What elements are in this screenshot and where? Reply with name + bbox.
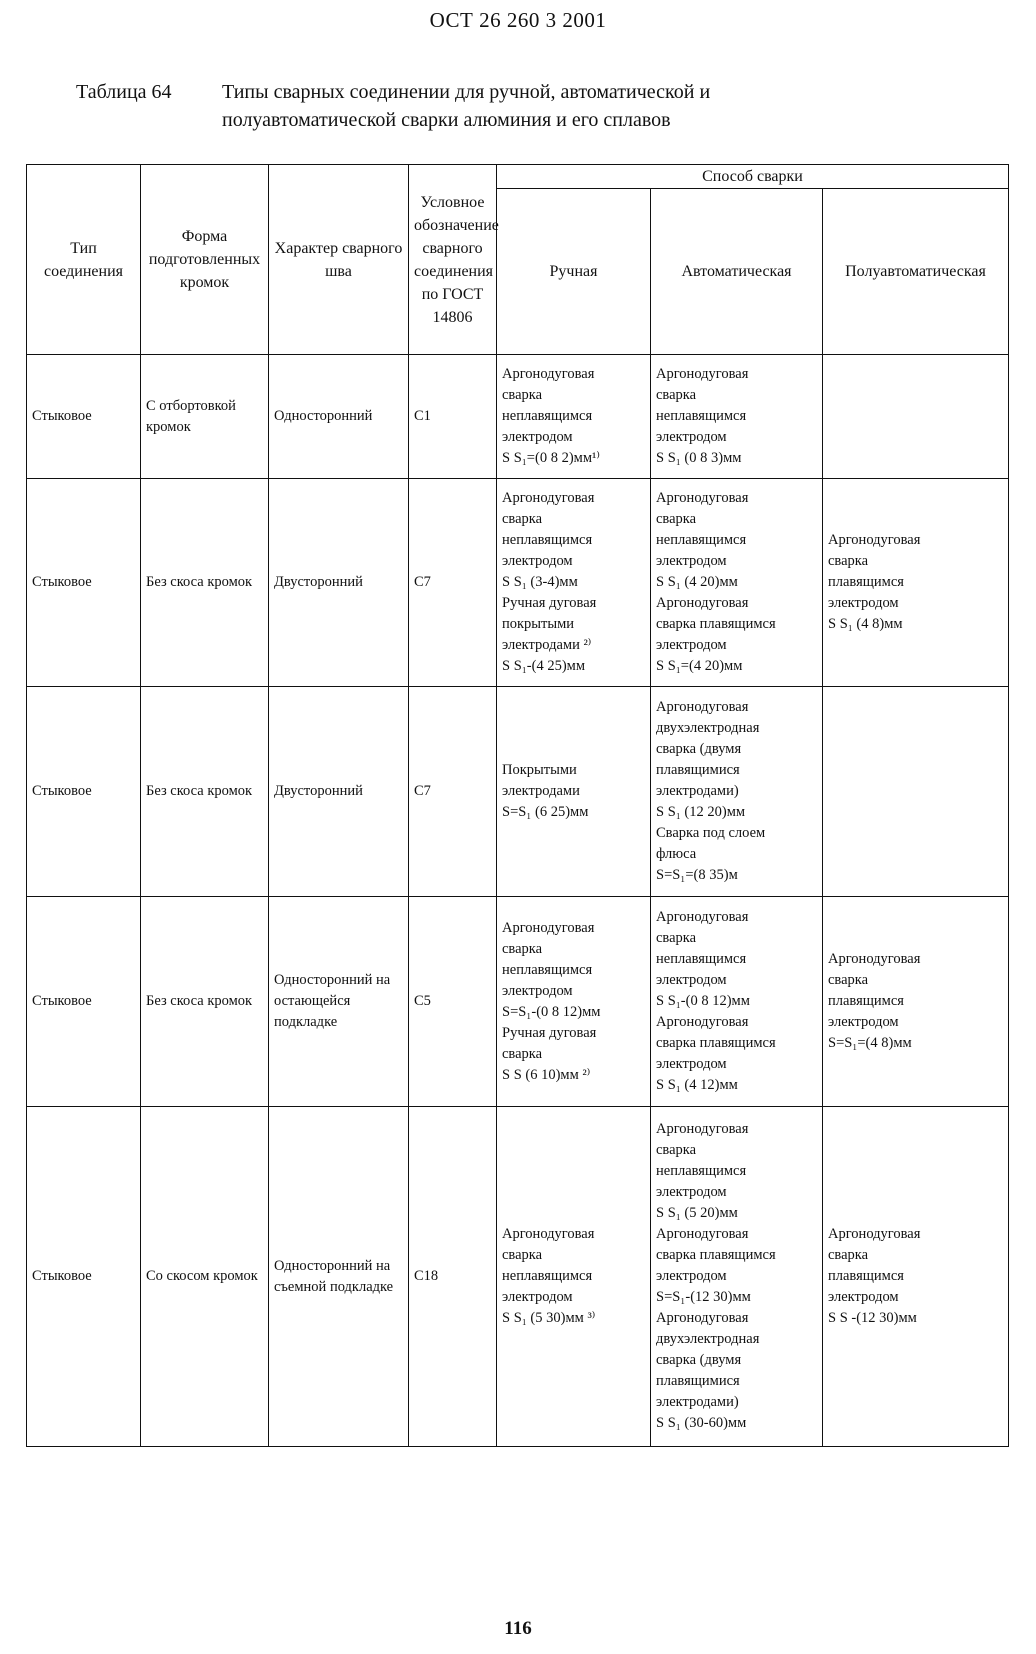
method-text-line: электродом [656, 972, 727, 988]
method-text-line: электродом [656, 1268, 727, 1284]
method-text-line: флюса [656, 846, 697, 862]
joint-type-cell: Стыковое [27, 687, 141, 897]
method-text-line: Аргонодуговая [656, 909, 749, 925]
table-row [27, 1107, 1009, 1447]
method-text-line: S S₁ (30-60)мм [656, 1415, 747, 1431]
method-text-line: электродами) [656, 1394, 739, 1410]
method-text-line: покрытыми [502, 616, 575, 632]
manual-method-cell [497, 1107, 651, 1447]
method-text-line: электродом [656, 553, 727, 569]
method-text-line: сварка плавящимся [656, 1035, 776, 1051]
method-text-line: сварка (двумя [656, 741, 742, 757]
method-text-line: Сварка под слоем [656, 825, 766, 841]
method-text-line: Покрытыми [502, 762, 577, 778]
seam-character-cell: Односторонний на съемной подкладке [269, 1107, 409, 1447]
method-text-line: Ручная дуговая [502, 595, 597, 611]
method-text-line: сварка [828, 1247, 869, 1263]
method-text-line: S S₁-(4 25)мм [502, 658, 586, 674]
method-text-line: сварка [502, 387, 543, 403]
header-edge-form: Форма подготовленных кромок [141, 165, 269, 355]
automatic-method-cell [651, 355, 823, 479]
method-text-line: Аргонодуговая [656, 699, 749, 715]
welding-joints-table [26, 164, 1009, 1447]
header-joint-type: Тип соединения [27, 165, 141, 355]
method-text-line: S S₁=(4 20)мм [656, 658, 743, 674]
method-text-line: Аргонодуговая [656, 1226, 749, 1242]
method-text-line: сварка [828, 972, 869, 988]
method-text-line: неплавящимся [656, 1163, 747, 1179]
method-text-line: неплавящимся [656, 532, 747, 548]
edge-form-cell: Без скоса кромок [141, 687, 269, 897]
method-text-line: сварка [502, 940, 543, 957]
joint-type-cell: Стыковое [27, 1107, 141, 1447]
method-text-line: S S₁ (0 8 3)мм [656, 450, 742, 466]
table-label: Таблица 64 [76, 81, 172, 103]
automatic-method-cell [651, 687, 823, 897]
method-text-line: сварка плавящимся [656, 1247, 776, 1263]
method-text-line: сварка [502, 511, 543, 527]
page-number: 116 [504, 1618, 532, 1639]
method-text-line: сварка [656, 511, 697, 527]
method-text-line: неплавящимся [502, 408, 593, 424]
automatic-method-cell [651, 479, 823, 687]
method-text-line: электродом [828, 1289, 899, 1305]
method-text-line: сварка [828, 553, 869, 569]
edge-form-cell: Без скоса кромок [141, 897, 269, 1107]
method-text-line: двухэлектродная [656, 720, 760, 736]
method-text-line: сварка [502, 1247, 543, 1263]
header-manual: Ручная [497, 189, 651, 355]
method-text-line: S S₁ (3-4)мм [502, 574, 578, 590]
method-text-line: неплавящимся [502, 961, 593, 978]
method-text-line: электродом [656, 1056, 727, 1072]
edge-form-cell: Со скосом кромок [141, 1107, 269, 1447]
method-text-line: сварка [656, 1142, 697, 1158]
method-text-line: плавящимся [828, 574, 904, 590]
method-text-line: неплавящимся [502, 532, 593, 548]
method-text-line: электродом [828, 595, 899, 611]
designation-cell: C5 [409, 897, 497, 1107]
method-text-line: S S (6 10)мм ²⁾ [502, 1066, 591, 1083]
method-text-line: S S₁ (12 20)мм [656, 804, 746, 820]
method-text-line: Аргонодуговая [656, 1014, 749, 1030]
joint-type-cell: Стыковое [27, 355, 141, 479]
semi-automatic-method-cell [823, 355, 1009, 479]
method-text-line: S S₁ (5 20)мм [656, 1205, 738, 1221]
table-body [27, 355, 1009, 1447]
method-text-line: S=S₁=(4 8)мм [828, 1035, 912, 1051]
method-text-line: Аргонодуговая [656, 1310, 749, 1326]
method-text-line: Аргонодуговая [502, 1226, 595, 1242]
method-text-line: электродами) [656, 783, 739, 799]
manual-method-cell [497, 355, 651, 479]
method-text-line: Аргонодуговая [828, 1226, 921, 1242]
header-seam-character: Характер сварного шва [269, 165, 409, 355]
method-text-line: Аргонодуговая [656, 1121, 749, 1137]
method-text-line: S=S₁-(0 8 12)мм [502, 1003, 601, 1020]
header-semi-automatic: Полуавтоматическая [823, 189, 1009, 355]
method-text-line: S S₁ (4 12)мм [656, 1077, 738, 1093]
method-text-line: сварка (двумя [656, 1352, 742, 1368]
method-text-line: сварка [656, 387, 697, 403]
method-text-line: электродом [656, 1184, 727, 1200]
method-text-line: электродом [656, 429, 727, 445]
semi-automatic-method-cell [823, 687, 1009, 897]
method-text-line: S S -(12 30)мм [828, 1310, 917, 1326]
automatic-method-cell [651, 1107, 823, 1447]
table-title-line-1: Типы сварных соединении для ручной, автоматической и [222, 81, 711, 103]
method-text-line: S=S₁=(8 35)м [656, 867, 738, 883]
method-text-line: S S₁ (4 20)мм [656, 574, 738, 590]
manual-method-cell [497, 687, 651, 897]
manual-method-cell [497, 479, 651, 687]
method-text-line: S=S₁-(12 30)мм [656, 1289, 751, 1305]
standard-header: ОСТ 26 260 3 2001 [429, 8, 607, 32]
method-text-line: сварка [656, 930, 697, 946]
method-text-line: электродами [502, 783, 580, 799]
method-text-line: плавящимися [656, 762, 740, 778]
table-title-line-2: полуавтоматической сварки алюминия и его сплавов [222, 109, 671, 131]
joint-type-cell: Стыковое [27, 479, 141, 687]
edge-form-cell: Без скоса кромок [141, 479, 269, 687]
method-text-line: электродом [502, 1289, 573, 1305]
seam-character-cell: Двусторонний [269, 479, 409, 687]
method-text-line: плавящимися [656, 1373, 740, 1389]
method-text-line: S S₁ (4 8)мм [828, 616, 903, 632]
method-text-line: Аргонодуговая [828, 951, 921, 967]
method-text-line: сварка [502, 1045, 543, 1062]
method-text-line: Аргонодуговая [828, 532, 921, 548]
semi-automatic-method-cell [823, 479, 1009, 687]
method-text-line: плавящимся [828, 1268, 904, 1284]
semi-automatic-method-cell [823, 897, 1009, 1107]
method-text-line: электродом [502, 429, 573, 445]
method-text-line: электродом [656, 637, 727, 653]
method-text-line: двухэлектродная [656, 1331, 760, 1347]
method-text-line: Аргонодуговая [656, 490, 749, 506]
method-text-line: S S₁ (5 30)мм ³⁾ [502, 1310, 596, 1326]
table-row [27, 355, 1009, 479]
method-text-line: S=S₁ (6 25)мм [502, 804, 589, 820]
designation-cell: C7 [409, 687, 497, 897]
joint-type-cell: Стыковое [27, 897, 141, 1107]
header-designation: Условное обозначение сварного соединения по ГОСТ 14806 [409, 165, 497, 355]
table-row [27, 687, 1009, 897]
header-automatic: Автоматическая [651, 189, 823, 355]
method-text-line: Аргонодуговая [502, 490, 595, 506]
method-text-line: сварка плавящимся [656, 616, 776, 632]
method-text-line: электродами ²⁾ [502, 637, 592, 653]
method-text-line: электродом [502, 982, 573, 999]
designation-cell: C1 [409, 355, 497, 479]
seam-character-cell: Односторонний [269, 355, 409, 479]
seam-character-cell: Односторонний на остающейся подкладке [269, 897, 409, 1107]
method-text-line: S S₁-(0 8 12)мм [656, 993, 750, 1009]
edge-form-cell: С отбортовкой кромок [141, 355, 269, 479]
method-text-line: плавящимся [828, 993, 904, 1009]
method-text-line: неплавящимся [502, 1268, 593, 1284]
method-text-line: Аргонодуговая [502, 919, 595, 936]
method-text-line: электродом [828, 1014, 899, 1030]
method-text-line: Ручная дуговая [502, 1024, 597, 1041]
method-text-line: электродом [502, 553, 573, 569]
method-text-line: Аргонодуговая [502, 366, 595, 382]
table-row [27, 897, 1009, 1107]
automatic-method-cell [651, 897, 823, 1107]
designation-cell: C18 [409, 1107, 497, 1447]
method-text-line: S S₁=(0 8 2)мм¹⁾ [502, 450, 600, 466]
table-row [27, 479, 1009, 687]
semi-automatic-method-cell [823, 1107, 1009, 1447]
designation-cell: C7 [409, 479, 497, 687]
seam-character-cell: Двусторонний [269, 687, 409, 897]
header-method-group: Способ сварки [497, 165, 1009, 189]
method-text-line: Аргонодуговая [656, 595, 749, 611]
manual-method-cell [497, 897, 651, 1107]
method-text-line: неплавящимся [656, 408, 747, 424]
method-text-line: Аргонодуговая [656, 366, 749, 382]
method-text-line: неплавящимся [656, 951, 747, 967]
